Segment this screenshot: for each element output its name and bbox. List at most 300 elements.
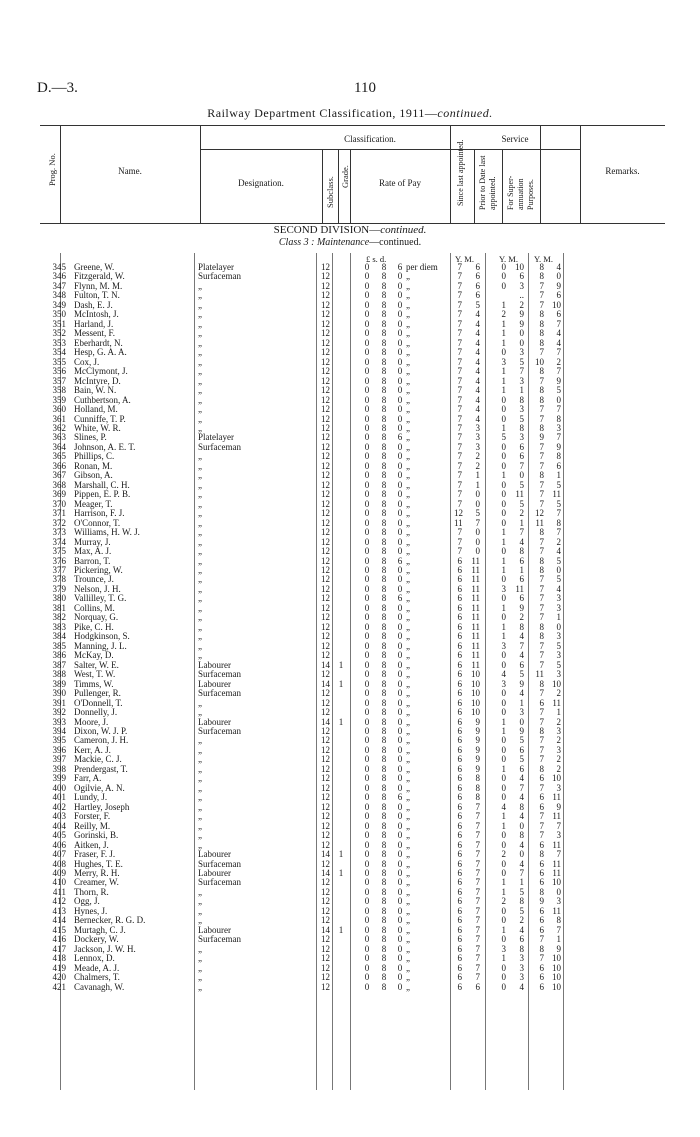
since-years: 7 bbox=[457, 394, 462, 405]
header-name: Name. bbox=[118, 166, 142, 176]
pay-shillings: 8 bbox=[381, 640, 387, 651]
super-months: 4 bbox=[556, 262, 561, 272]
prior-years: 0 bbox=[501, 972, 506, 983]
pay-pounds: 0 bbox=[364, 602, 370, 613]
employee-name: Harrison, F. J. bbox=[74, 508, 125, 519]
subclass: 12 bbox=[321, 962, 330, 973]
subclass: 12 bbox=[321, 517, 330, 528]
pay-pence: 0 bbox=[397, 839, 403, 850]
subclass: 12 bbox=[321, 972, 330, 983]
prior-months: 8 bbox=[519, 422, 524, 433]
super-months: 10 bbox=[552, 953, 561, 964]
super-years: 6 bbox=[539, 981, 544, 992]
pay-shillings: 8 bbox=[381, 678, 387, 689]
pay-shillings: 8 bbox=[381, 318, 387, 329]
super-months: 5 bbox=[556, 479, 561, 490]
super-years: 7 bbox=[539, 583, 544, 594]
pay-shillings: 8 bbox=[381, 868, 387, 878]
pay-pence: 0 bbox=[397, 697, 403, 708]
super-months: 11 bbox=[552, 868, 561, 878]
designation: „ bbox=[198, 811, 202, 822]
pay-pounds: 0 bbox=[364, 650, 370, 661]
pay-shillings: 8 bbox=[381, 886, 387, 897]
subclass: 14 bbox=[321, 678, 330, 689]
pay-qualifier: „ bbox=[406, 337, 410, 348]
subclass: 12 bbox=[321, 593, 330, 604]
since-years: 6 bbox=[457, 707, 462, 718]
since-months: 7 bbox=[475, 962, 480, 973]
since-years: 7 bbox=[457, 413, 462, 424]
pay-pounds: 0 bbox=[364, 517, 370, 528]
employee-name: Phillips, C. bbox=[74, 451, 115, 462]
super-months: 7 bbox=[556, 318, 561, 329]
prior-years: 0 bbox=[501, 773, 506, 784]
prior-years: 1 bbox=[501, 631, 506, 642]
pay-qualifier: „ bbox=[406, 565, 410, 575]
prior-months: 9 bbox=[519, 602, 524, 613]
header-remarks: Remarks. bbox=[605, 166, 640, 176]
prior-years: 0 bbox=[501, 754, 506, 765]
prior-months: 4 bbox=[519, 536, 524, 547]
subclass: 14 bbox=[321, 868, 330, 878]
since-months: 2 bbox=[475, 460, 480, 471]
prior-months: 9 bbox=[519, 725, 524, 736]
super-years: 8 bbox=[539, 555, 544, 566]
pay-pounds: 0 bbox=[364, 981, 370, 992]
prior-years: 0 bbox=[501, 915, 506, 926]
prior-months: 6 bbox=[519, 574, 524, 585]
prog-no: 401 bbox=[52, 792, 66, 803]
super-months: 9 bbox=[556, 441, 561, 452]
super-months: 2 bbox=[556, 763, 561, 774]
subclass: 12 bbox=[321, 631, 330, 642]
pay-pence: 0 bbox=[397, 659, 403, 670]
pay-shillings: 8 bbox=[381, 839, 387, 850]
pay-pounds: 0 bbox=[364, 479, 370, 490]
super-months: 5 bbox=[556, 574, 561, 585]
super-years: 7 bbox=[539, 659, 544, 670]
super-years: 7 bbox=[539, 754, 544, 765]
since-months: 10 bbox=[471, 697, 480, 708]
super-months: 0 bbox=[556, 394, 561, 405]
designation: „ bbox=[198, 744, 202, 755]
subclass: 12 bbox=[321, 602, 330, 613]
prog-no: 375 bbox=[52, 546, 66, 557]
since-months: 11 bbox=[471, 640, 480, 651]
designation: „ bbox=[198, 773, 202, 784]
prior-months: 0 bbox=[519, 470, 524, 481]
since-months: 9 bbox=[475, 744, 480, 755]
pay-shillings: 8 bbox=[381, 612, 387, 623]
table-body bbox=[0, 263, 700, 992]
prior-years: 0 bbox=[501, 858, 506, 869]
since-years: 6 bbox=[457, 640, 462, 651]
pay-pounds: 0 bbox=[364, 896, 370, 907]
subclass: 12 bbox=[321, 432, 330, 443]
designation: „ bbox=[198, 631, 202, 642]
subclass: 12 bbox=[321, 262, 330, 272]
employee-name: Chalmers, T. bbox=[74, 972, 120, 983]
super-years: 8 bbox=[539, 621, 544, 632]
super-years: 8 bbox=[539, 849, 544, 860]
title-continued: continued. bbox=[437, 106, 493, 120]
pay-pence: 0 bbox=[397, 621, 403, 632]
since-years: 6 bbox=[457, 669, 462, 680]
prior-years: 0 bbox=[501, 394, 506, 405]
since-months: 2 bbox=[475, 451, 480, 462]
super-months: 3 bbox=[556, 422, 561, 433]
since-years: 6 bbox=[457, 555, 462, 566]
prior-months: 0 bbox=[519, 849, 524, 860]
prog-no: 397 bbox=[52, 754, 66, 765]
prior-months: 11 bbox=[515, 489, 524, 500]
designation: „ bbox=[198, 536, 202, 547]
prog-no: 377 bbox=[52, 565, 66, 575]
pay-qualifier: „ bbox=[406, 792, 410, 803]
prog-no: 403 bbox=[52, 811, 66, 822]
super-months: 5 bbox=[556, 385, 561, 396]
pay-shillings: 8 bbox=[381, 915, 387, 926]
subclass: 12 bbox=[321, 763, 330, 774]
since-months: 7 bbox=[475, 924, 480, 935]
prior-months: 5 bbox=[519, 905, 524, 916]
super-months: 10 bbox=[552, 877, 561, 888]
designation: Labourer bbox=[198, 678, 231, 689]
super-months: 6 bbox=[556, 460, 561, 471]
subclass: 12 bbox=[321, 536, 330, 547]
prior-months: 3 bbox=[519, 375, 524, 386]
pay-shillings: 8 bbox=[381, 943, 387, 954]
prior-years: 0 bbox=[501, 707, 506, 718]
pay-pence: 0 bbox=[397, 337, 403, 348]
pay-pence: 0 bbox=[397, 366, 403, 377]
since-months: 10 bbox=[471, 669, 480, 680]
designation: „ bbox=[198, 621, 202, 632]
subclass: 14 bbox=[321, 659, 330, 670]
since-years: 6 bbox=[457, 858, 462, 869]
pay-shillings: 8 bbox=[381, 716, 387, 727]
prior-years: 0 bbox=[501, 744, 506, 755]
super-months: 11 bbox=[552, 905, 561, 916]
designation: „ bbox=[198, 583, 202, 594]
pay-qualifier: „ bbox=[406, 631, 410, 642]
since-months: 0 bbox=[475, 527, 480, 538]
prior-years: 2 bbox=[501, 896, 506, 907]
unit-pay: £ s. d. bbox=[366, 254, 387, 264]
employee-name: Thorn, R. bbox=[74, 886, 109, 897]
since-years: 6 bbox=[457, 868, 462, 878]
pay-pence: 0 bbox=[397, 896, 403, 907]
prior-months: 5 bbox=[519, 754, 524, 765]
prior-months: 4 bbox=[519, 688, 524, 699]
since-months: 7 bbox=[475, 820, 480, 831]
designation: „ bbox=[198, 356, 202, 367]
prior-years: 3 bbox=[501, 640, 506, 651]
pay-qualifier: „ bbox=[406, 574, 410, 585]
super-months: 2 bbox=[556, 754, 561, 765]
since-months: 4 bbox=[475, 375, 480, 386]
designation: Platelayer bbox=[198, 262, 234, 272]
employee-name: Fitzgerald, W. bbox=[74, 271, 125, 282]
pay-shillings: 8 bbox=[381, 858, 387, 869]
pay-pence: 0 bbox=[397, 318, 403, 329]
prior-months: 7 bbox=[519, 640, 524, 651]
employee-name: Pike, C. H. bbox=[74, 621, 114, 632]
since-months: 0 bbox=[475, 536, 480, 547]
pay-pounds: 0 bbox=[364, 678, 370, 689]
pay-pounds: 0 bbox=[364, 707, 370, 718]
pay-shillings: 8 bbox=[381, 366, 387, 377]
since-months: 9 bbox=[475, 735, 480, 746]
prior-years: 3 bbox=[501, 583, 506, 594]
super-months: 6 bbox=[556, 290, 561, 301]
super-years: 7 bbox=[539, 830, 544, 841]
prog-no: 391 bbox=[52, 697, 66, 708]
since-years: 12 bbox=[454, 508, 463, 519]
designation: „ bbox=[198, 337, 202, 348]
pay-pence: 0 bbox=[397, 849, 403, 860]
employee-name: Fraser, F. J. bbox=[74, 849, 116, 860]
prior-years: 1 bbox=[501, 725, 506, 736]
designation: „ bbox=[198, 640, 202, 651]
employee-name: Norquay, G. bbox=[74, 612, 119, 623]
pay-qualifier: „ bbox=[406, 451, 410, 462]
since-years: 6 bbox=[457, 924, 462, 935]
prior-years: 0 bbox=[501, 981, 506, 992]
employee-name: West, T. W. bbox=[74, 669, 116, 680]
prior-years: 1 bbox=[501, 602, 506, 613]
super-months: 11 bbox=[552, 792, 561, 803]
employee-name: McIntosh, J. bbox=[74, 309, 119, 320]
since-years: 7 bbox=[457, 366, 462, 377]
prior-years: 0 bbox=[501, 489, 506, 500]
pay-pounds: 0 bbox=[364, 839, 370, 850]
pay-pounds: 0 bbox=[364, 612, 370, 623]
prog-no: 371 bbox=[52, 508, 66, 519]
prog-no: 384 bbox=[52, 631, 66, 642]
since-months: 11 bbox=[471, 659, 480, 670]
prior-months: 1 bbox=[519, 697, 524, 708]
super-years: 8 bbox=[539, 763, 544, 774]
since-months: 4 bbox=[475, 356, 480, 367]
pay-pence: 0 bbox=[397, 356, 403, 367]
super-years: 6 bbox=[539, 839, 544, 850]
pay-pounds: 0 bbox=[364, 565, 370, 575]
since-years: 6 bbox=[457, 612, 462, 623]
since-months: 0 bbox=[475, 498, 480, 509]
prior-months: 6 bbox=[519, 593, 524, 604]
prior-years: 3 bbox=[501, 943, 506, 954]
since-months: 8 bbox=[475, 773, 480, 784]
pay-qualifier: „ bbox=[406, 583, 410, 594]
since-years: 6 bbox=[457, 574, 462, 585]
pay-pounds: 0 bbox=[364, 498, 370, 509]
employee-name: Marshall, C. H. bbox=[74, 479, 130, 490]
designation: „ bbox=[198, 915, 202, 926]
unit-super: Y. M. bbox=[534, 254, 553, 264]
super-months: 7 bbox=[556, 508, 561, 519]
pay-qualifier: „ bbox=[406, 441, 410, 452]
prog-no: 367 bbox=[52, 470, 66, 481]
prog-no: 406 bbox=[52, 839, 66, 850]
super-months: 1 bbox=[556, 707, 561, 718]
pay-pounds: 0 bbox=[364, 934, 370, 945]
pay-qualifier: „ bbox=[406, 621, 410, 632]
employee-name: Reilly, M. bbox=[74, 820, 111, 831]
super-months: 1 bbox=[556, 612, 561, 623]
employee-name: Lennox, D. bbox=[74, 953, 115, 964]
prior-months: 4 bbox=[519, 792, 524, 803]
prior-months: 0 bbox=[519, 820, 524, 831]
prog-no: 348 bbox=[52, 290, 66, 301]
pay-pence: 0 bbox=[397, 451, 403, 462]
pay-pence: 0 bbox=[397, 801, 403, 812]
pay-pounds: 0 bbox=[364, 318, 370, 329]
subclass: 14 bbox=[321, 924, 330, 935]
pay-pence: 0 bbox=[397, 716, 403, 727]
since-years: 6 bbox=[457, 849, 462, 860]
since-months: 9 bbox=[475, 725, 480, 736]
designation: „ bbox=[198, 962, 202, 973]
since-years: 6 bbox=[457, 735, 462, 746]
subclass: 12 bbox=[321, 811, 330, 822]
prior-months: 2 bbox=[519, 915, 524, 926]
prior-years: 0 bbox=[501, 451, 506, 462]
subclass: 12 bbox=[321, 546, 330, 557]
prior-months: 3 bbox=[519, 347, 524, 358]
since-months: 11 bbox=[471, 593, 480, 604]
pay-shillings: 8 bbox=[381, 555, 387, 566]
header-service: Service bbox=[501, 134, 529, 144]
employee-name: Eberhardt, N. bbox=[74, 337, 123, 348]
prog-no: 404 bbox=[52, 820, 66, 831]
prior-months: 3 bbox=[519, 962, 524, 973]
prior-months: 3 bbox=[519, 404, 524, 415]
designation: „ bbox=[198, 782, 202, 793]
super-months: 10 bbox=[552, 972, 561, 983]
subclass: 12 bbox=[321, 356, 330, 367]
prog-no: 393 bbox=[52, 716, 66, 727]
pay-pounds: 0 bbox=[364, 347, 370, 358]
prog-no: 370 bbox=[52, 498, 66, 509]
prior-years: 1 bbox=[501, 299, 506, 310]
prog-no: 414 bbox=[52, 915, 66, 926]
prior-months: 4 bbox=[519, 924, 524, 935]
super-years: 8 bbox=[539, 309, 544, 320]
prior-months: 6 bbox=[519, 271, 524, 282]
pay-pence: 0 bbox=[397, 404, 403, 415]
pay-qualifier: „ bbox=[406, 290, 410, 301]
prior-months: 0 bbox=[519, 716, 524, 727]
super-months: 2 bbox=[556, 688, 561, 699]
super-years: 7 bbox=[539, 299, 544, 310]
pay-qualifier: „ bbox=[406, 669, 410, 680]
since-years: 6 bbox=[457, 678, 462, 689]
prog-no: 356 bbox=[52, 366, 66, 377]
since-months: 10 bbox=[471, 688, 480, 699]
prog-no: 363 bbox=[52, 432, 66, 443]
super-months: 10 bbox=[552, 299, 561, 310]
prior-years: 0 bbox=[501, 441, 506, 452]
subclass: 12 bbox=[321, 347, 330, 358]
since-months: 7 bbox=[475, 877, 480, 888]
prior-years: 0 bbox=[501, 404, 506, 415]
pay-pence: 0 bbox=[397, 309, 403, 320]
pay-pounds: 0 bbox=[364, 811, 370, 822]
pay-shillings: 8 bbox=[381, 953, 387, 964]
since-years: 6 bbox=[457, 830, 462, 841]
subclass: 12 bbox=[321, 905, 330, 916]
division-continued: continued. bbox=[380, 224, 427, 236]
since-months: 4 bbox=[475, 404, 480, 415]
super-months: 7 bbox=[556, 404, 561, 415]
super-months: 2 bbox=[556, 536, 561, 547]
pay-qualifier: „ bbox=[406, 782, 410, 793]
pay-qualifier: „ bbox=[406, 640, 410, 651]
since-months: 7 bbox=[475, 886, 480, 897]
subclass: 12 bbox=[321, 943, 330, 954]
subclass: 12 bbox=[321, 337, 330, 348]
since-years: 7 bbox=[457, 328, 462, 339]
super-months: 3 bbox=[556, 744, 561, 755]
pay-shillings: 8 bbox=[381, 527, 387, 538]
subclass: 12 bbox=[321, 953, 330, 964]
pay-qualifier: „ bbox=[406, 868, 410, 878]
pay-pence: 0 bbox=[397, 820, 403, 831]
prog-no: 399 bbox=[52, 773, 66, 784]
since-years: 6 bbox=[457, 811, 462, 822]
subclass: 12 bbox=[321, 498, 330, 509]
pay-pence: 0 bbox=[397, 735, 403, 746]
prog-no: 354 bbox=[52, 347, 66, 358]
super-months: 8 bbox=[556, 915, 561, 926]
subclass: 12 bbox=[321, 612, 330, 623]
prior-months: 2 bbox=[519, 612, 524, 623]
since-years: 6 bbox=[457, 763, 462, 774]
since-months: 7 bbox=[475, 953, 480, 964]
designation: „ bbox=[198, 498, 202, 509]
super-years: 7 bbox=[539, 546, 544, 557]
prior-months: 6 bbox=[519, 555, 524, 566]
unit-prior: Y. M. bbox=[499, 254, 518, 264]
since-years: 7 bbox=[457, 489, 462, 500]
super-months: 3 bbox=[556, 631, 561, 642]
pay-qualifier: „ bbox=[406, 271, 410, 282]
designation: „ bbox=[198, 820, 202, 831]
prog-no: 351 bbox=[52, 318, 66, 329]
since-years: 7 bbox=[457, 404, 462, 415]
since-years: 7 bbox=[457, 290, 462, 301]
prog-no: 364 bbox=[52, 441, 66, 452]
super-months: 9 bbox=[556, 801, 561, 812]
pay-pence: 0 bbox=[397, 943, 403, 954]
designation: „ bbox=[198, 422, 202, 433]
pay-qualifier: „ bbox=[406, 707, 410, 718]
super-years: 8 bbox=[539, 678, 544, 689]
pay-pounds: 0 bbox=[364, 905, 370, 916]
prior-years: 1 bbox=[501, 886, 506, 897]
subclass: 12 bbox=[321, 574, 330, 585]
pay-pounds: 0 bbox=[364, 830, 370, 841]
pay-pence: 0 bbox=[397, 347, 403, 358]
prog-no: 417 bbox=[52, 943, 66, 954]
pay-shillings: 8 bbox=[381, 404, 387, 415]
prior-years: 1 bbox=[501, 555, 506, 566]
section-heading bbox=[0, 224, 700, 236]
pay-qualifier: „ bbox=[406, 735, 410, 746]
prog-no: 405 bbox=[52, 830, 66, 841]
super-months: 7 bbox=[556, 347, 561, 358]
